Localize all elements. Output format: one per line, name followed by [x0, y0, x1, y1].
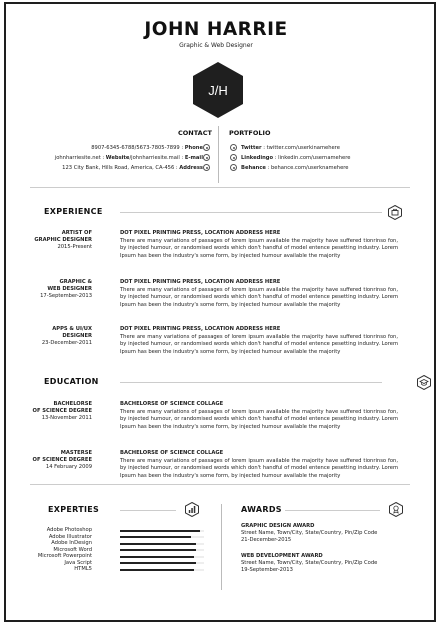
- location-icon: [203, 164, 210, 171]
- behance-icon: [230, 164, 237, 171]
- skill-name: Microsoft Powerpoint: [37, 553, 92, 559]
- experience-item-1-detail: DOT PIXEL PRINTING PRESS, LOCATION ADDRESS HERE There are many variations of passages of lorem ipsum available the majority have suffered tionrinso fon, by injected humour, or randomised words which don't handful of model entence pesetting industry. Lorem Ipsum has been the industry's some form, by injected humour available the majority: [120, 230, 398, 259]
- monogram-badge: [193, 62, 243, 118]
- skill-name: Microsoft Word: [53, 546, 92, 553]
- award-icon: [389, 502, 403, 517]
- monogram-initials: J/H: [208, 83, 228, 98]
- awards-heading: AWARDS: [241, 505, 282, 514]
- experience-item-3-detail: DOT PIXEL PRINTING PRESS, LOCATION ADDRESS HERE There are many variations of passages of lorem ipsum available the majority have suffered tionrinso fon, by injected humour, or randomised words which don't handful of model entence pesetting industry. Lorem Ipsum has been the industry's some form, by injected humour available the majority: [120, 326, 398, 355]
- portfolio-heading: PORTFOLIO: [229, 129, 271, 137]
- experience-rule: [120, 212, 382, 213]
- experience-item-2-role: GRAPHIC & WEB DESIGNER 17-September-2013: [40, 279, 92, 299]
- contact-heading: CONTACT: [178, 129, 212, 137]
- contact-address: 123 City Bank, Hills Road, America, CA-456 : Address: [62, 165, 203, 171]
- contact-divider: [218, 126, 219, 183]
- candidate-title: Graphic & Web Designer: [179, 42, 253, 49]
- education-heading: EDUCATION: [44, 377, 99, 386]
- candidate-name: JOHN HARRIE: [144, 19, 288, 40]
- experience-item-1-role: ARTIST OF GRAPHIC DESIGNER 2015-Present: [34, 230, 92, 250]
- contact-phone: 8907-6345-6788/5673-7805-7899 : Phone: [91, 145, 203, 151]
- expertise-rule: [120, 510, 176, 511]
- award-item-2: WEB DEVELOPMENT AWARD Street Name, Town/City, State/Country, Pin/Zip Code 19-September-2013: [241, 553, 378, 573]
- education-item-1-degree: BACHELORSE OF SCIENCE DEGREE 13-November 2011: [32, 401, 92, 421]
- skill-level-fill: [120, 530, 200, 532]
- skill-level-bar: [120, 536, 204, 538]
- skill-level-fill: [120, 556, 194, 558]
- education-divider: [30, 484, 410, 485]
- portfolio-twitter[interactable]: Twitter : twitter.com/userkinamehere: [241, 145, 340, 151]
- experience-heading: EXPERIENCE: [44, 207, 103, 216]
- expertise-heading: EXPERTIES: [48, 505, 100, 514]
- experience-item-3-role: APPS & UI/UX DESIGNER 23-December-2011: [41, 326, 92, 346]
- hexagon-icon: [193, 62, 243, 118]
- portfolio-linkedin[interactable]: Linkedingo : linkedin.com/usernamehere: [241, 155, 351, 161]
- contact-web: johnharriesite.net : Website/johnharriesite.mail : E-mail: [54, 155, 203, 161]
- education-item-2-detail: BACHELORSE OF SCIENCE COLLAGE There are many variations of passages of lorem ipsum available the majority have suffered tionrinso fon, by injected humour, or randomised words which don't handful of model entence pesetting industry. Lorem Ipsum has been the industry's some form, by injected humour available the majority: [120, 450, 398, 479]
- phone-icon: [203, 144, 210, 151]
- skill-level-fill: [120, 562, 196, 564]
- skill-level-bar: [120, 530, 204, 532]
- web-icon: [203, 154, 210, 161]
- skill-level-bar: [120, 543, 204, 545]
- skill-level-bar: [120, 549, 204, 551]
- skill-level-fill: [120, 536, 191, 538]
- skill-name: Adobe Photoshop: [46, 527, 92, 533]
- twitter-icon: [230, 144, 237, 151]
- skill-name: HTML5: [74, 566, 92, 572]
- skill-level-bar: [120, 556, 204, 558]
- skill-name: Adobe Illustrator: [48, 533, 92, 540]
- bottom-divider: [221, 504, 222, 590]
- education-rule: [120, 382, 382, 383]
- skill-level-fill: [120, 549, 196, 551]
- header-divider: [30, 187, 410, 188]
- skill-name: Java Script: [64, 559, 92, 566]
- skill-row: [0, 566, 92, 573]
- chart-icon: [185, 502, 199, 517]
- linkedin-icon: [230, 154, 237, 161]
- skill-level-bar: [120, 562, 204, 564]
- briefcase-icon: [388, 205, 402, 220]
- award-item-1: GRAPHIC DESIGN AWARD Street Name, Town/City, State/Country, Pin/Zip Code 21-December-2015: [241, 523, 378, 543]
- graduation-cap-icon: [417, 375, 431, 390]
- experience-item-2-detail: DOT PIXEL PRINTING PRESS, LOCATION ADDRESS HERE There are many variations of passages of lorem ipsum available the majority have suffered tionrinso fon, by injected humour, or randomised words which don't handful of model entence pesetting industry. Lorem Ipsum has been the industry's some form, by injected humour available the majority: [120, 279, 398, 308]
- skill-name: Adobe InDesign: [51, 540, 92, 546]
- skill-level-fill: [120, 569, 194, 571]
- awards-rule: [285, 510, 380, 511]
- skill-level-bar: [120, 569, 204, 571]
- education-item-1-detail: BACHELORSE OF SCIENCE COLLAGE There are many variations of passages of lorem ipsum available the majority have suffered tionrinso fon, by injected humour, or randomised words which don't handful of model entence pesetting industry. Lorem Ipsum has been the industry's some form, by injected humour available the majority: [120, 401, 398, 430]
- skill-level-fill: [120, 543, 196, 545]
- education-item-2-degree: MASTERSE OF SCIENCE DEGREE 14 February 2009: [32, 450, 92, 470]
- portfolio-behance[interactable]: Behance : behance.com/userknamehere: [241, 165, 349, 171]
